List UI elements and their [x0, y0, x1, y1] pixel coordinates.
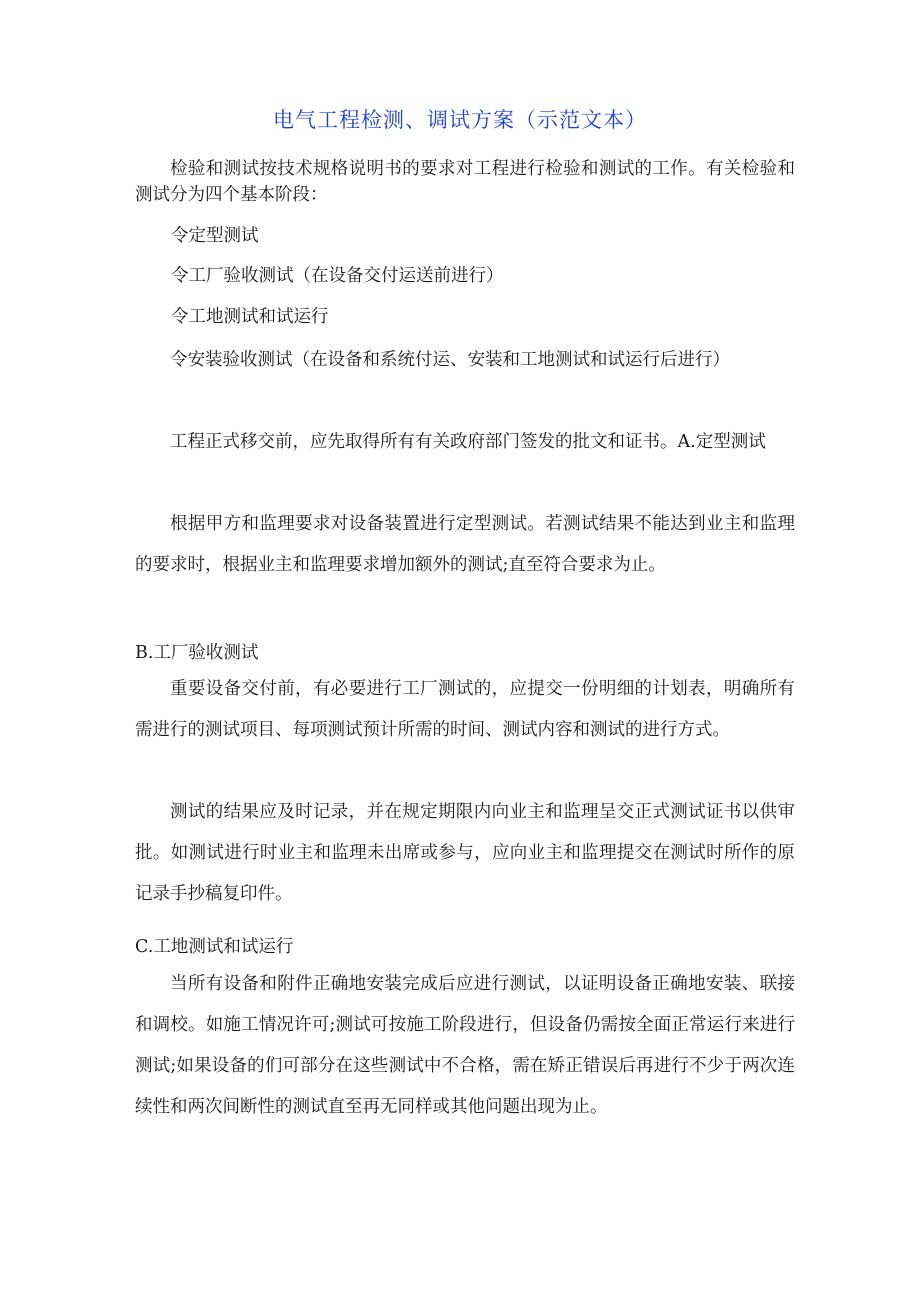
section-a-body: 根据甲方和监理要求对设备装置进行定型测试。若测试结果不能达到业主和监理的要求时，根据业主和监理要求增加额外的测试;直至符合要求为止。: [135, 514, 795, 575]
section-b-heading: B.工厂验收测试: [135, 643, 259, 663]
stage-item-type-test: 令定型测试: [171, 226, 259, 246]
stage-item-factory-acceptance: 令工厂验收测试（在设备交付运送前进行）: [171, 266, 504, 286]
handover-paragraph: 工程正式移交前，应先取得所有有关政府部门签发的批文和证书。A.定型测试: [170, 432, 766, 452]
section-b-body-2: 测试的结果应及时记录，并在规定期限内向业主和监理呈交正式测试证书以供审批。如测试进行时业主和监理未出席或参与，应向业主和监理提交在测试时所作的原记录手抄稿复印件。: [135, 802, 795, 904]
document-title: 电气工程检测、调试方案（示范文本）: [273, 108, 647, 132]
section-c-heading: C.工地测试和试运行: [135, 937, 294, 957]
stage-item-installation-acceptance: 令安装验收测试（在设备和系统付运、安装和工地测试和试运行后进行）: [170, 350, 730, 370]
section-b-body-1: 重要设备交付前，有必要进行工厂测试的，应提交一份明细的计划表，明确所有需进行的测试项目、每项测试预计所需的时间、测试内容和测试的进行方式。: [135, 679, 795, 740]
section-c-body: 当所有设备和附件正确地安装完成后应进行测试，以证明设备正确地安装、联接和调校。如施工情况许可;测试可按施工阶段进行，但设备仍需按全面正常运行来进行测试;如果设备的们可部分在这些测试中不合格，需在矫正错误后再进行不少于两次连续性和两次间断性的测试直至再无同样或其他问题出现为止。: [135, 974, 795, 1117]
intro-paragraph: 检验和测试按技术规格说明书的要求对工程进行检验和测试的工作。有关检验和测试分为四个基本阶段：: [135, 159, 795, 205]
stage-item-site-test: 令工地测试和试运行: [171, 307, 329, 327]
